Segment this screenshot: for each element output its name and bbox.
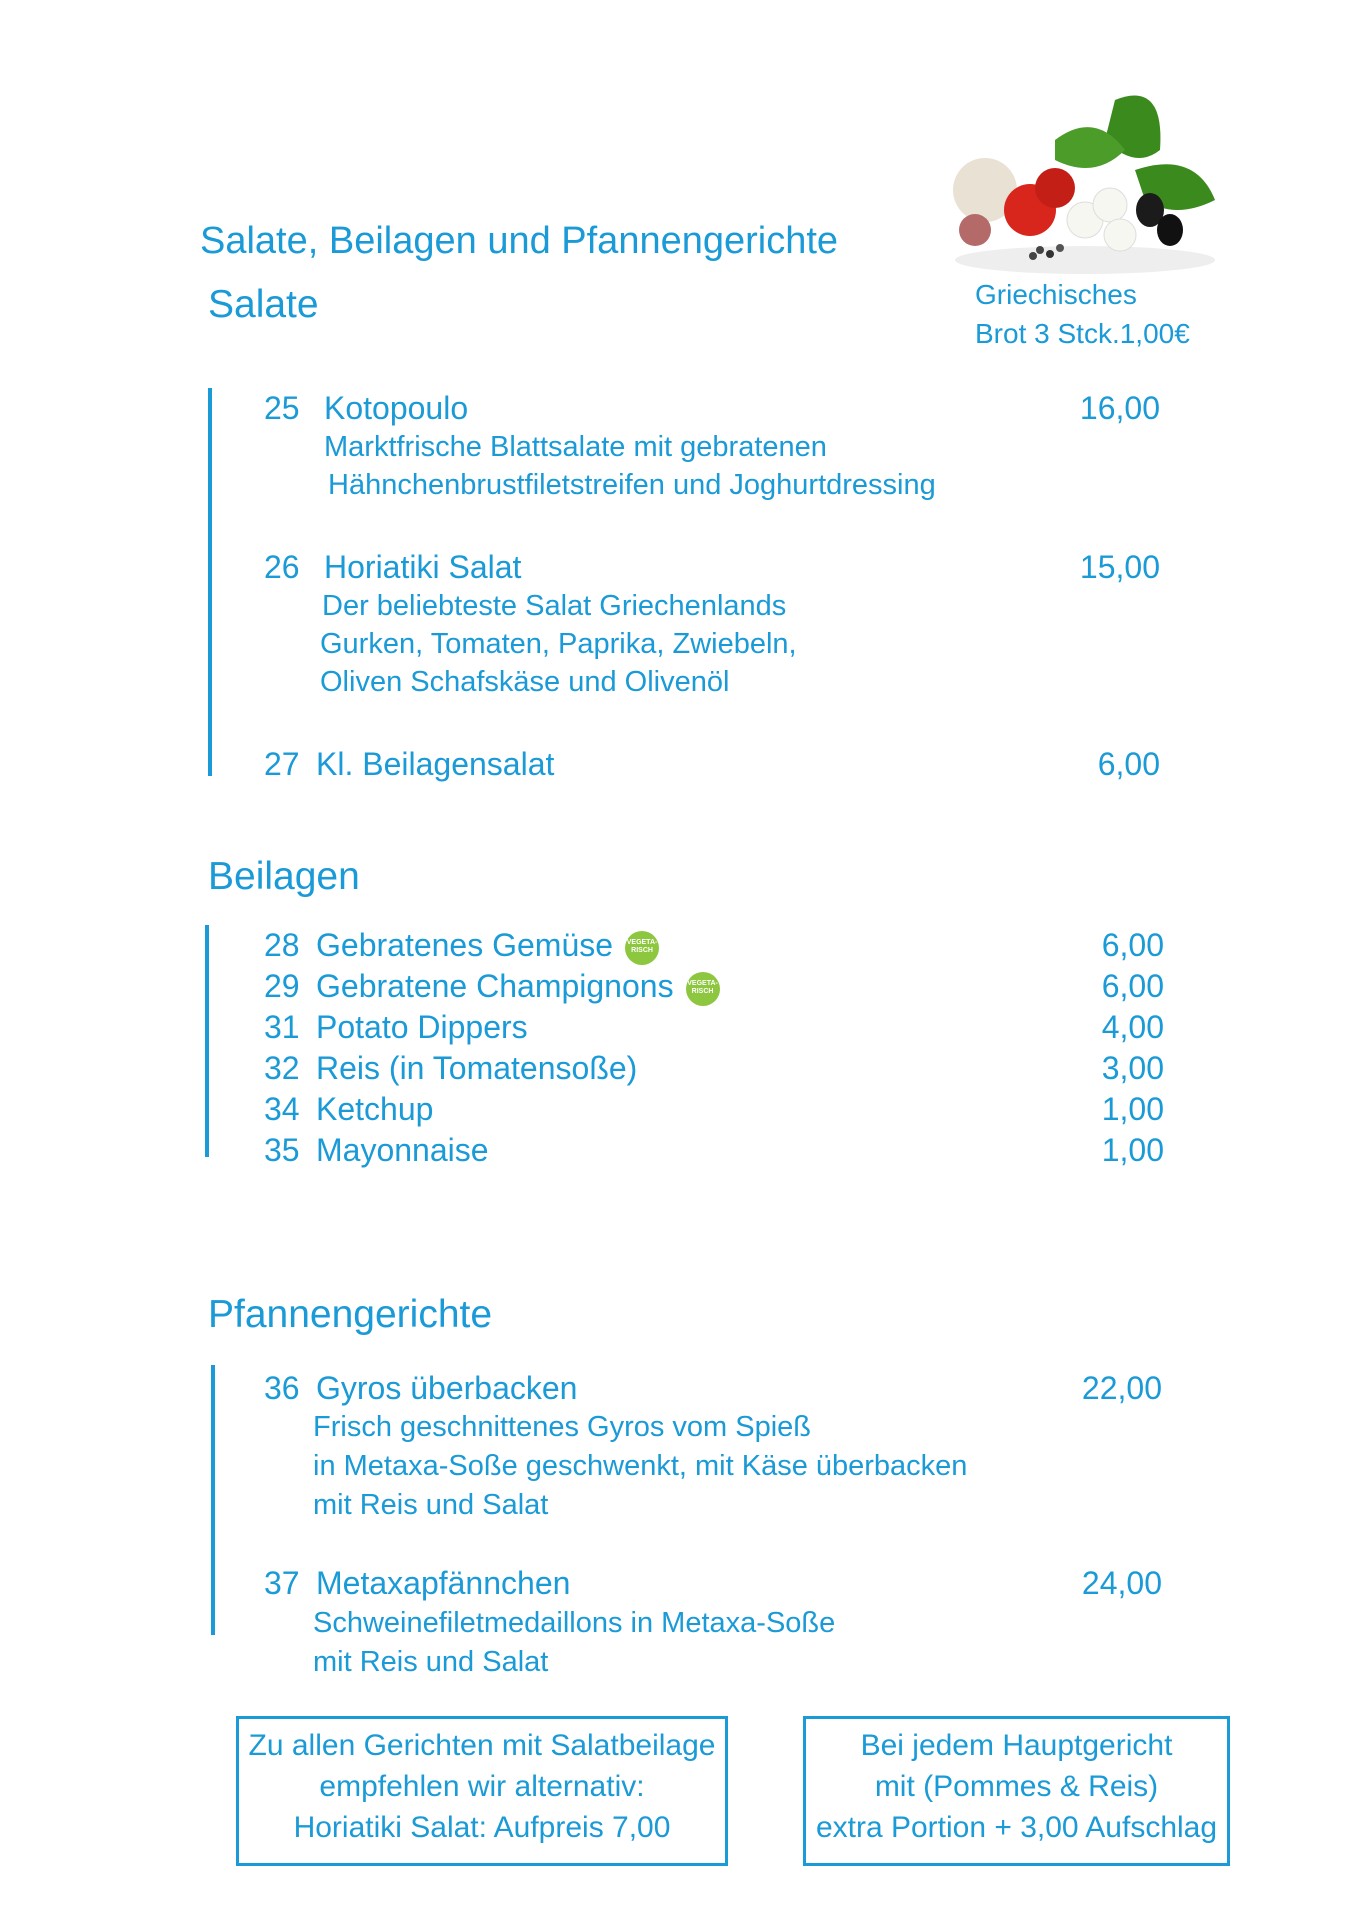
menu-item-price: 1,00 xyxy=(1101,1091,1164,1127)
menu-item-price: 6,00 xyxy=(1101,927,1164,963)
section-heading-pfannengerichte: Pfannengerichte xyxy=(208,1293,493,1336)
menu-item-name: Kotopoulo xyxy=(324,390,469,426)
menu-item-number: 27 xyxy=(264,746,300,782)
menu-item-price: 6,00 xyxy=(1101,968,1164,1004)
menu-item-name: Ketchup xyxy=(316,1091,434,1127)
menu-item-price: 22,00 xyxy=(1081,1370,1162,1406)
menu-item-desc: Marktfrische Blattsalate mit gebratenen xyxy=(324,431,827,463)
menu-item-desc: in Metaxa-Soße geschwenkt, mit Käse überbacken xyxy=(313,1450,968,1482)
vegetables-illustration xyxy=(935,80,1225,280)
menu-item-price: 24,00 xyxy=(1081,1565,1162,1601)
menu-item xyxy=(264,1009,1164,1049)
menu-item-price: 4,00 xyxy=(1101,1009,1164,1045)
menu-item-price: 6,00 xyxy=(1097,746,1160,782)
menu-item-desc: Schweinefiletmedaillons in Metaxa-Soße xyxy=(313,1607,836,1639)
menu-item-number: 29 xyxy=(264,968,300,1004)
page-title: Salate, Beilagen und Pfannengerichte xyxy=(200,220,839,262)
info-box-salad-upgrade xyxy=(236,1716,728,1866)
section-bar-pfannengerichte xyxy=(211,1365,215,1635)
menu-item-desc: mit Reis und Salat xyxy=(313,1489,549,1521)
menu-item-name: Metaxapfännchen xyxy=(316,1565,571,1601)
menu-item-number: 28 xyxy=(264,927,300,963)
menu-item-number: 37 xyxy=(264,1565,300,1601)
menu-item-price: 15,00 xyxy=(1079,549,1160,585)
menu-item-price: 3,00 xyxy=(1101,1050,1164,1086)
info-box-line: Horiatiki Salat: Aufpreis 7,00 xyxy=(293,1811,671,1844)
bread-note-line1: Griechisches xyxy=(975,279,1137,310)
menu-item xyxy=(264,927,1164,967)
menu-item xyxy=(264,1091,1164,1131)
menu-item-desc: Frisch geschnittenes Gyros vom Spieß xyxy=(313,1411,812,1443)
menu-item-number: 36 xyxy=(264,1370,300,1406)
menu-item-number: 35 xyxy=(264,1132,300,1168)
menu-item-desc: Oliven Schafskäse und Olivenöl xyxy=(320,666,730,698)
section-heading-salate: Salate xyxy=(208,283,319,326)
menu-item-name: Potato Dippers xyxy=(316,1009,528,1045)
menu-item-name: Reis (in Tomatensoße) xyxy=(316,1050,638,1086)
menu-item-number: 26 xyxy=(264,549,300,585)
menu-item-number: 32 xyxy=(264,1050,300,1086)
info-box-line: mit (Pommes & Reis) xyxy=(874,1770,1159,1803)
vegetarian-badge-icon: VEGETA-RISCH xyxy=(625,931,659,965)
menu-item-desc: Gurken, Tomaten, Paprika, Zwiebeln, xyxy=(320,628,797,660)
menu-item-number: 31 xyxy=(264,1009,300,1045)
menu-item-number: 25 xyxy=(264,390,300,426)
menu-item-desc: Der beliebteste Salat Griechenlands xyxy=(322,590,787,622)
info-box-line: extra Portion + 3,00 Aufschlag xyxy=(815,1811,1218,1844)
section-bar-salate xyxy=(208,388,212,776)
vegetarian-badge-icon: VEGETA-RISCH xyxy=(686,972,720,1006)
section-bar-beilagen xyxy=(205,925,209,1157)
section-heading-beilagen: Beilagen xyxy=(208,855,360,898)
info-box-line: Bei jedem Hauptgericht xyxy=(860,1729,1173,1762)
info-box-extra-portion xyxy=(803,1716,1230,1866)
info-box-line: Zu allen Gerichten mit Salatbeilage xyxy=(248,1729,716,1762)
menu-item-name: Gebratenes Gemüse VEGETA-RISCH xyxy=(316,927,658,963)
info-box-line: empfehlen wir alternativ: xyxy=(319,1770,645,1803)
menu-item-name: Horiatiki Salat xyxy=(324,549,522,585)
menu-item xyxy=(264,1050,1164,1090)
menu-item-name: Mayonnaise xyxy=(316,1132,489,1168)
menu-item-price: 1,00 xyxy=(1101,1132,1164,1168)
menu-item-price: 16,00 xyxy=(1079,390,1160,426)
menu-item xyxy=(264,968,1164,1008)
bread-note-line2: Brot 3 Stck.1,00€ xyxy=(975,318,1190,349)
menu-item-desc: Hähnchenbrustfiletstreifen und Joghurtdressing xyxy=(328,469,936,501)
menu-item xyxy=(264,1132,1164,1172)
menu-item-name: Gebratene Champignons VEGETA-RISCH xyxy=(316,968,718,1004)
menu-item-name: Kl. Beilagensalat xyxy=(316,746,555,782)
menu-item-name: Gyros überbacken xyxy=(316,1370,578,1406)
bread-note xyxy=(975,275,1190,353)
menu-item-number: 34 xyxy=(264,1091,300,1127)
menu-item-desc: mit Reis und Salat xyxy=(313,1646,549,1678)
